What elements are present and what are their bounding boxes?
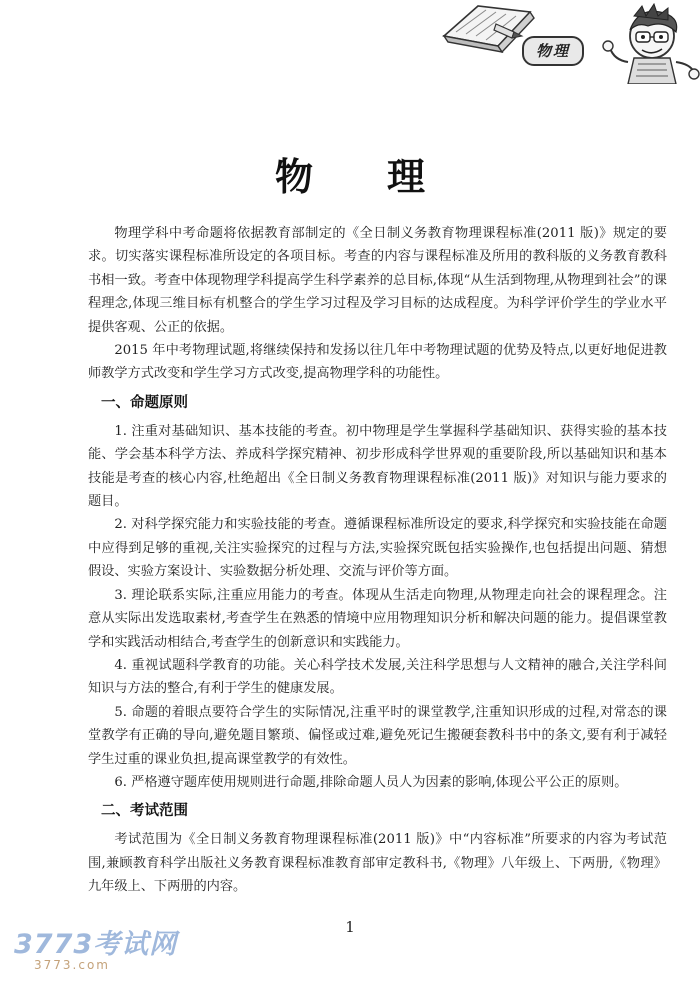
document-body xyxy=(88,222,667,899)
intro-paragraph: 2015 年中考物理试题,将继续保持和发扬以往几年中考物理试题的优势及特点,以更好地促进教师教学方式改变和学生学习方式改变,提高物理学科的功能性。 xyxy=(88,343,667,382)
book-icon xyxy=(444,6,534,52)
page-number: 1 xyxy=(345,918,355,936)
principle-item: 2. 对科学探究能力和实验技能的考查。遵循课程标准所设定的要求,科学探究和实验技能在命题中应得到足够的重视,关注实验探究的过程与方法,实验探究既包括实验操作,也包括提出问题、猜想假设、实验方案设计、实验数据分析处理、交流与评价等方面。 xyxy=(88,517,667,580)
watermark-url: 3773.com xyxy=(34,958,110,972)
cartoon-boy-icon xyxy=(603,4,699,84)
scope-paragraph: 考试范围为《全日制义务教育物理课程标准(2011 版)》中“内容标准”所要求的内容为考试范围,兼顾教育科学出版社义务教育课程标准教育部审定教科书,《物理》八年级上、下两册,《物理》九年级上、下两册的内容。 xyxy=(88,832,667,895)
principle-item: 5. 命题的着眼点要符合学生的实际情况,注重平时的课堂教学,注重知识形成的过程,对常态的课堂教学有正确的导向,避免题目繁琐、偏怪或过难,避免死记生搬硬套教科书中的条文,要有利于减轻学生过重的课业负担,提高课堂教学的有效性。 xyxy=(88,704,667,767)
watermark-brand: 3773考试网 xyxy=(14,929,178,960)
page-title: 物理 xyxy=(274,155,499,199)
principle-item: 1. 注重对基础知识、基本技能的考查。初中物理是学生掌握科学基础知识、获得实验的基本技能、学会基本科学方法、养成科学探究精神、初步形成科学世界观的重要阶段,所以基础知识和基本技能是考查的核心内容,杜绝超出《全日制义务教育物理课程标准(2011 版)》对知识与能力要求的题目。 xyxy=(88,423,667,510)
section-heading: 二、考试范围 xyxy=(101,803,188,820)
principle-item: 6. 严格遵守题库使用规则进行命题,排除命题人员人为因素的影响,体现公平公正的原则。 xyxy=(114,774,628,790)
principle-item: 4. 重视试题科学教育的功能。关心科学技术发展,关注科学思想与人文精神的融合,关注学科间知识与方法的整合,有利于学生的健康发展。 xyxy=(88,657,667,697)
subject-badge: 物理 xyxy=(522,36,584,66)
intro-paragraph: 物理学科中考命题将依据教育部制定的《全日制义务教育物理课程标准(2011 版)》规定的要求。切实落实课程标准所设定的各项目标。考查的内容与课程标准及所用的教科版的义务教育教科书相一致。考查中体现物理学科提高学生科学素养的总目标,体现“从生活到物理,从物理到社会”的课程理念,体现三维目标有机整合的学生学习过程及学习目标的达成程度。为科学评价学生的学业水平提供客观、公正的依据。 xyxy=(88,226,667,335)
section-heading: 一、命题原则 xyxy=(101,394,188,411)
principle-item: 3. 理论联系实际,注重应用能力的考查。体现从生活走向物理,从物理走向社会的课程理念。注意从实际出发选取素材,考查学生在熟悉的情境中应用物理知识分析和解决问题的能力。提倡课堂教学和实践活动相结合,考查学生的创新意识和实践能力。 xyxy=(88,587,667,650)
